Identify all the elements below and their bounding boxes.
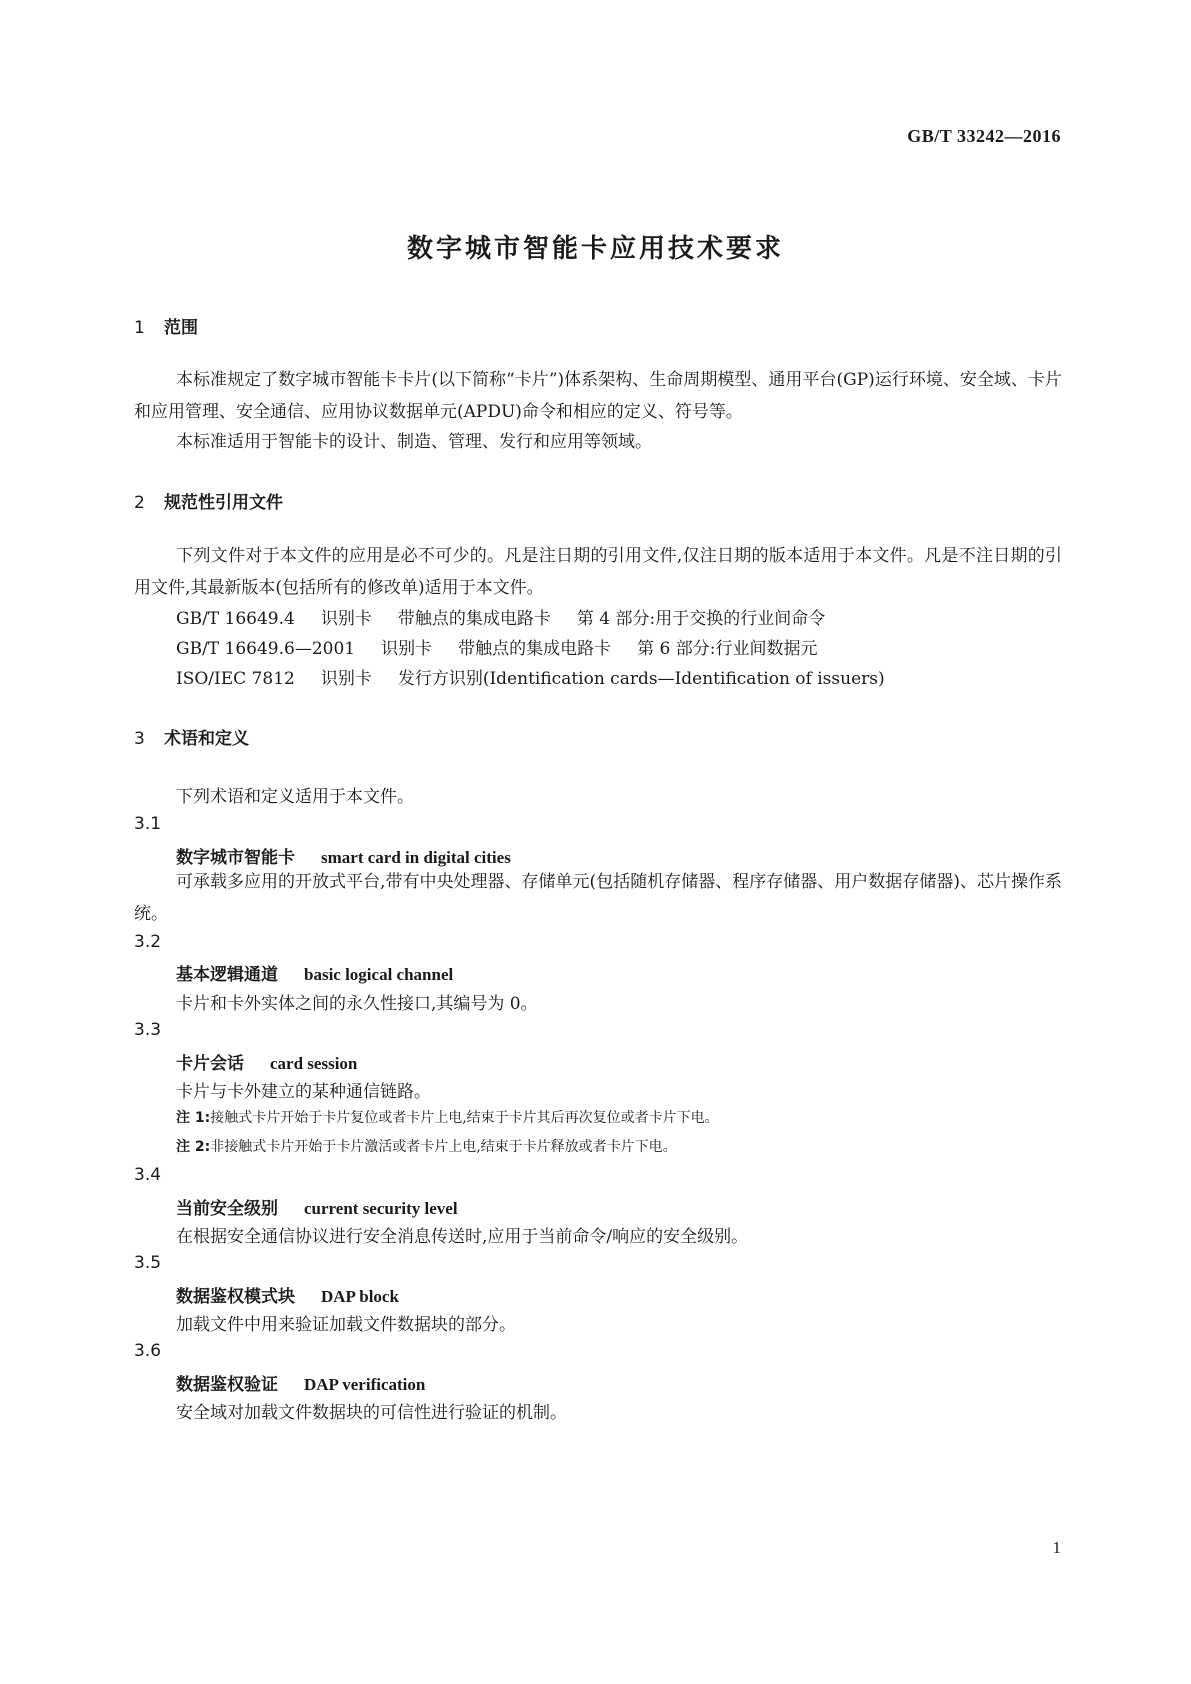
term-chinese: 数据鉴权模式块	[176, 1287, 295, 1307]
term-note: 注 1:接触式卡片开始于卡片复位或者卡片上电,结束于卡片其后再次复位或者卡片下电。	[176, 1110, 719, 1126]
term-chinese: 基本逻辑通道	[176, 965, 278, 985]
document-code: GB/T 33242—2016	[907, 126, 1061, 146]
term-chinese: 当前安全级别	[176, 1199, 278, 1219]
term-definition: 可承载多应用的开放式平台,带有中央处理器、存储单元(包括随机存储器、程序存储器、用户数据存储器)、芯片操作系统。	[134, 872, 1062, 924]
section-title: 规范性引用文件	[164, 493, 283, 513]
term-english: card session	[270, 1054, 358, 1073]
clause-number: 3.1	[134, 814, 162, 834]
term-english: smart card in digital cities	[321, 848, 511, 867]
term-english: basic logical channel	[304, 965, 454, 984]
page-number: 1	[1052, 1538, 1061, 1557]
document-title: 数字城市智能卡应用技术要求	[406, 234, 784, 264]
section-2-paragraph-1: 下列文件对于本文件的应用是必不可少的。凡是注日期的引用文件,仅注日期的版本适用于本文件。凡是不注日期的引用文件,其最新版本(包括所有的修改单)适用于本文件。	[134, 546, 1062, 598]
section-3-heading	[134, 724, 249, 749]
term-entry	[176, 1370, 425, 1395]
section-title: 范围	[164, 318, 198, 338]
section-1-paragraph-2: 本标准适用于智能卡的设计、制造、管理、发行和应用等领域。	[176, 432, 652, 452]
term-entry	[176, 843, 511, 868]
section-number: 3	[134, 729, 145, 749]
reference-item: ISO/IEC 7812 识别卡 发行方识别(Identification cards—Identification of issuers)	[176, 669, 885, 689]
term-definition: 加载文件中用来验证加载文件数据块的部分。	[176, 1315, 516, 1335]
term-definition: 安全域对加载文件数据块的可信性进行验证的机制。	[176, 1403, 567, 1423]
term-definition: 卡片和卡外实体之间的永久性接口,其编号为 0。	[176, 994, 538, 1014]
term-chinese: 数字城市智能卡	[176, 848, 295, 868]
section-number: 2	[134, 493, 145, 513]
term-entry	[176, 960, 453, 985]
term-chinese: 数据鉴权验证	[176, 1375, 278, 1395]
reference-item: GB/T 16649.4 识别卡 带触点的集成电路卡 第 4 部分:用于交换的行业间命令	[176, 609, 826, 629]
note-label: 注 1:	[176, 1110, 211, 1126]
clause-number: 3.2	[134, 932, 162, 952]
term-english: current security level	[304, 1199, 458, 1218]
clause-number: 3.3	[134, 1020, 162, 1040]
clause-number: 3.6	[134, 1341, 162, 1361]
section-3-intro: 下列术语和定义适用于本文件。	[176, 787, 414, 807]
section-2-heading	[134, 488, 283, 513]
term-english: DAP block	[321, 1287, 399, 1306]
reference-code: GB/T 16649.4	[176, 609, 295, 629]
term-definition: 在根据安全通信协议进行安全消息传送时,应用于当前命令/响应的安全级别。	[176, 1227, 749, 1247]
section-1-paragraph-1: 本标准规定了数字城市智能卡卡片(以下简称“卡片”)体系架构、生命周期模型、通用平台(GP)运行环境、安全域、卡片和应用管理、安全通信、应用协议数据单元(APDU)命令和相应的定义、符号等。	[134, 370, 1062, 422]
section-1-heading	[134, 313, 198, 338]
section-number: 1	[134, 318, 145, 338]
term-english: DAP verification	[304, 1375, 426, 1394]
note-label: 注 2:	[176, 1139, 211, 1155]
clause-number: 3.4	[134, 1165, 162, 1185]
term-note: 注 2:非接触式卡片开始于卡片激活或者卡片上电,结束于卡片释放或者卡片下电。	[176, 1139, 677, 1155]
reference-code: GB/T 16649.6—2001	[176, 639, 356, 659]
term-entry	[176, 1049, 357, 1074]
reference-code: ISO/IEC 7812	[176, 669, 295, 689]
reference-item: GB/T 16649.6—2001 识别卡 带触点的集成电路卡 第 6 部分:行业间数据元	[176, 639, 818, 659]
section-title: 术语和定义	[164, 729, 249, 749]
term-entry	[176, 1282, 399, 1307]
clause-number: 3.5	[134, 1253, 162, 1273]
term-chinese: 卡片会话	[176, 1054, 244, 1074]
term-definition: 卡片与卡外建立的某种通信链路。	[176, 1082, 431, 1102]
term-entry	[176, 1194, 458, 1219]
